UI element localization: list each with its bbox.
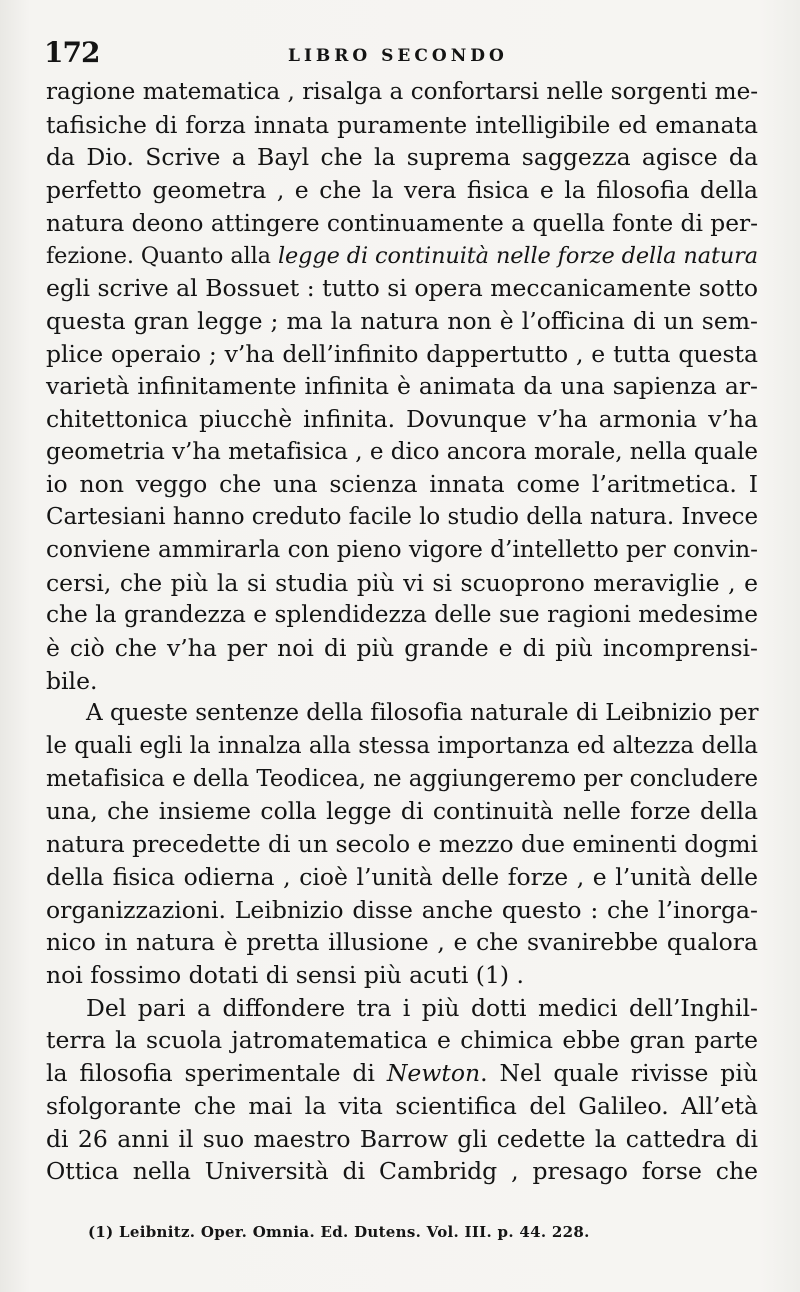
text-line: natura precedette di un secolo e mezzo due eminenti dogmi xyxy=(46,830,758,859)
footnote: (1) Leibnitz. Oper. Omnia. Ed. Dutens. Vol. III. p. 44. 228. xyxy=(88,1223,590,1241)
text-line: perfetto geometra , e che la vera fisica e la filosofia della xyxy=(46,176,758,205)
running-head: LIBRO SECONDO xyxy=(288,46,508,66)
text-line: ragione matematica , risalga a confortarsi nelle sorgenti me- xyxy=(46,79,758,105)
text-line: chitettonica piucchè infinita. Dovunque v’ha armonia v’ha xyxy=(46,405,758,434)
text-line: sfolgorante che mai la vita scientifica del Galileo. All’età xyxy=(46,1091,758,1120)
text-line xyxy=(46,1057,758,1090)
text-line: bile. xyxy=(46,666,98,695)
text-line: è ciò che v’ha per noi di più grande e di più incomprensi- xyxy=(46,633,758,662)
text-line: di 26 anni il suo maestro Barrow gli cedette la cattedra di xyxy=(46,1124,758,1153)
text-line: noi fossimo dotati di sensi più acuti (1) . xyxy=(46,960,525,989)
body-text xyxy=(46,76,758,1188)
paragraph-1 xyxy=(46,76,758,697)
text-line: questa gran legge ; ma la natura non è l’officina di un sem- xyxy=(46,306,758,335)
text-line: che la grandezza e splendidezza delle sue ragioni medesime xyxy=(46,601,758,629)
text-line: Cartesiani hanno creduto facile lo studio della natura. Invece xyxy=(46,504,758,531)
text-line: geometria v’ha metafisica , e dico ancora morale, nella quale xyxy=(46,438,758,465)
text-run: la filosofia sperimentale di xyxy=(46,1059,387,1088)
text-line: Del pari a diffondere tra i più dotti medici dell’Inghil- xyxy=(86,993,758,1022)
text-line: organizzazioni. Leibnizio disse anche questo : che l’inorga- xyxy=(46,895,758,924)
paragraph-3 xyxy=(46,992,758,1188)
text-line: Ottica nella Università di Cambridg , presago forse che xyxy=(46,1157,758,1186)
page-number: 172 xyxy=(44,36,100,69)
text-line: cersi, che più la si studia più vi si scuoprono meraviglie , e xyxy=(46,568,758,597)
text-line: egli scrive al Bossuet : tutto si opera meccanicamente sotto xyxy=(46,274,758,303)
text-line: varietà infinitamente infinita è animata da una sapienza ar- xyxy=(46,372,758,401)
text-line: da Dio. Scrive a Bayl che la suprema saggezza agisce da xyxy=(46,143,758,172)
text-run: fezione. Quanto alla xyxy=(46,242,278,269)
paragraph-2 xyxy=(46,697,758,991)
text-line: tafisiche di forza innata puramente intelligibile ed emanata xyxy=(46,110,758,139)
text-line: metafisica e della Teodicea, ne aggiungeremo per concludere xyxy=(46,765,758,792)
text-line: natura deono attingere continuamente a quella fonte di per- xyxy=(46,208,758,237)
text-line: io non veggo che una scienza innata come l’aritmetica. I xyxy=(46,470,758,499)
text-run: . Nel quale rivisse più xyxy=(480,1059,758,1088)
text-line: una, che insieme colla legge di continuità nelle forze della xyxy=(46,797,758,826)
italic-phrase: legge di continuità nelle forze della natura xyxy=(277,242,758,269)
text-line xyxy=(46,240,758,273)
text-line: nico in natura è pretta illusione , e che svanirebbe qualora xyxy=(46,928,758,957)
text-line: A queste sentenze della filosofia naturale di Leibnizio per xyxy=(86,700,759,727)
text-line: terra la scuola jatromatematica e chimica ebbe gran parte xyxy=(46,1026,758,1055)
text-line: conviene ammirarla con pieno vigore d’intelletto per convin- xyxy=(46,535,758,563)
text-line: della fisica odierna , cioè l’unità delle forze , e l’unità delle xyxy=(46,862,758,891)
text-line: le quali egli la innalza alla stessa importanza ed altezza della xyxy=(46,733,758,760)
text-line: plice operaio ; v’ha dell’infinito dappertutto , e tutta questa xyxy=(46,339,758,368)
italic-name: Newton xyxy=(386,1059,481,1088)
page-header xyxy=(44,36,764,76)
